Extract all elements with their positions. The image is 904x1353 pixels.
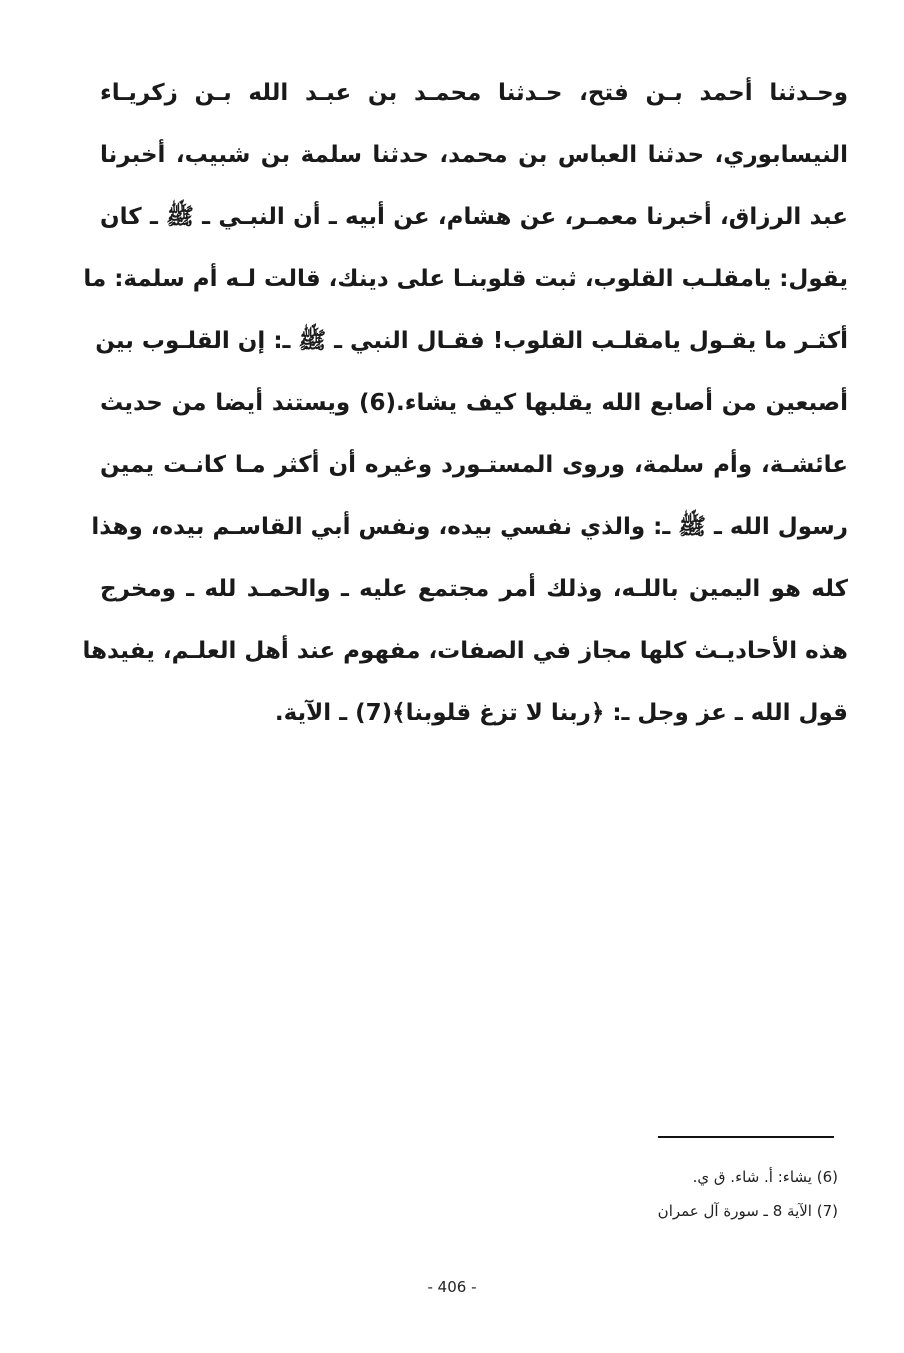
text-line-9: كله هو اليمين باللـه، وذلك أمر مجتمع عليه ـ والحمـد لله ـ ومخرج xyxy=(100,576,848,602)
text-line-4: يقول: يامقلـب القلوب، ثبت قلوبنـا على دينك، قالت لـه أم سلمة: ما xyxy=(83,266,848,292)
text-line-3: عبد الرزاق، أخبرنا معمـر، عن هشام، عن أبيه ـ أن النبـي ـ ﷺ ـ كان xyxy=(100,204,848,230)
text-line-1: وحـدثنا أحمد بـن فتح، حـدثنا محمـد بن عبـد الله بـن زكريـاء xyxy=(100,80,848,106)
text-line-2: النيسابوري، حدثنا العباس بن محمد، حدثنا سلمة بن شبيب، أخبرنا xyxy=(100,142,848,168)
text-line-6: أصبعين من أصابع الله يقلبها كيف يشاء.(6) ويستند أيضا من حديث xyxy=(100,390,849,416)
footnote-divider xyxy=(658,1136,834,1138)
text-line-7: عائشـة، وأم سلمة، وروى المستـورد وغيره أن أكثر مـا كانـت يمين xyxy=(100,452,848,478)
body-text xyxy=(82,62,849,744)
footnote-7: (7) الآية 8 ـ سورة آل عمران xyxy=(657,1202,838,1220)
text-line-8: رسول الله ـ ﷺ ـ: والذي نفسي بيده، ونفس أبي القاسـم بيده، وهذا xyxy=(91,514,848,540)
page-number: - 406 - xyxy=(427,1278,477,1296)
text-line-11: قول الله ـ عز وجل ـ: ﴿ربنا لا تزغ قلوبنا﴾(7) ـ الآية. xyxy=(274,700,848,726)
text-line-5: أكثـر ما يقـول يامقلـب القلوب! فقـال النبي ـ ﷺ ـ: إن القلـوب بين xyxy=(95,328,848,354)
text-line-10: هذه الأحاديـث كلها مجاز في الصفات، مفهوم عند أهل العلـم، يفيدها xyxy=(82,638,848,664)
footnote-6: (6) يشاء: أ. شاء. ق ي. xyxy=(692,1168,838,1186)
footnotes xyxy=(520,1160,838,1228)
